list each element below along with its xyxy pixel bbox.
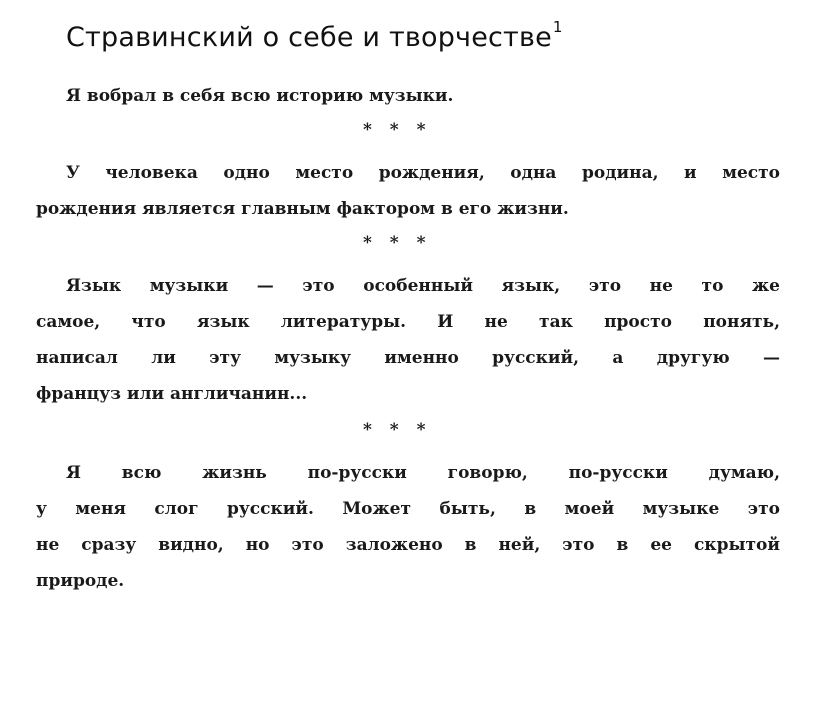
separator-1: * * * — [363, 120, 432, 140]
separator-3: * * * — [363, 420, 432, 440]
paragraph-3-line-3: написал ли эту музыку именно русский, а другую — — [36, 348, 780, 368]
paragraph-4-line-1: Я всю жизнь по-русски говорю, по-русски думаю, — [66, 463, 780, 483]
paragraph-3-line-4: француз или англичанин... — [36, 384, 308, 404]
paragraph-4-line-4: природе. — [36, 571, 125, 591]
paragraph-3-line-2: самое, что язык литературы. И не так просто понять, — [36, 312, 780, 332]
paragraph-1-line-1: Я вобрал в себя всю историю музыки. — [66, 86, 454, 106]
paragraph-4-line-3: не сразу видно, но это заложено в ней, это в ее скрытой — [36, 535, 780, 555]
paragraph-2-line-1: У человека одно место рождения, одна родина, и место — [66, 163, 780, 183]
paragraph-3-line-1: Язык музыки — это особенный язык, это не то же — [66, 276, 780, 296]
paragraph-4-line-2: у меня слог русский. Может быть, в моей музыке это — [36, 499, 780, 519]
paragraph-2-line-2: рождения является главным фактором в его жизни. — [36, 199, 569, 219]
separator-2: * * * — [363, 233, 432, 253]
title-footnote-marker: 1 — [552, 18, 563, 36]
page-title — [66, 18, 563, 53]
title-text: Стравинский о себе и творчестве — [66, 22, 552, 53]
